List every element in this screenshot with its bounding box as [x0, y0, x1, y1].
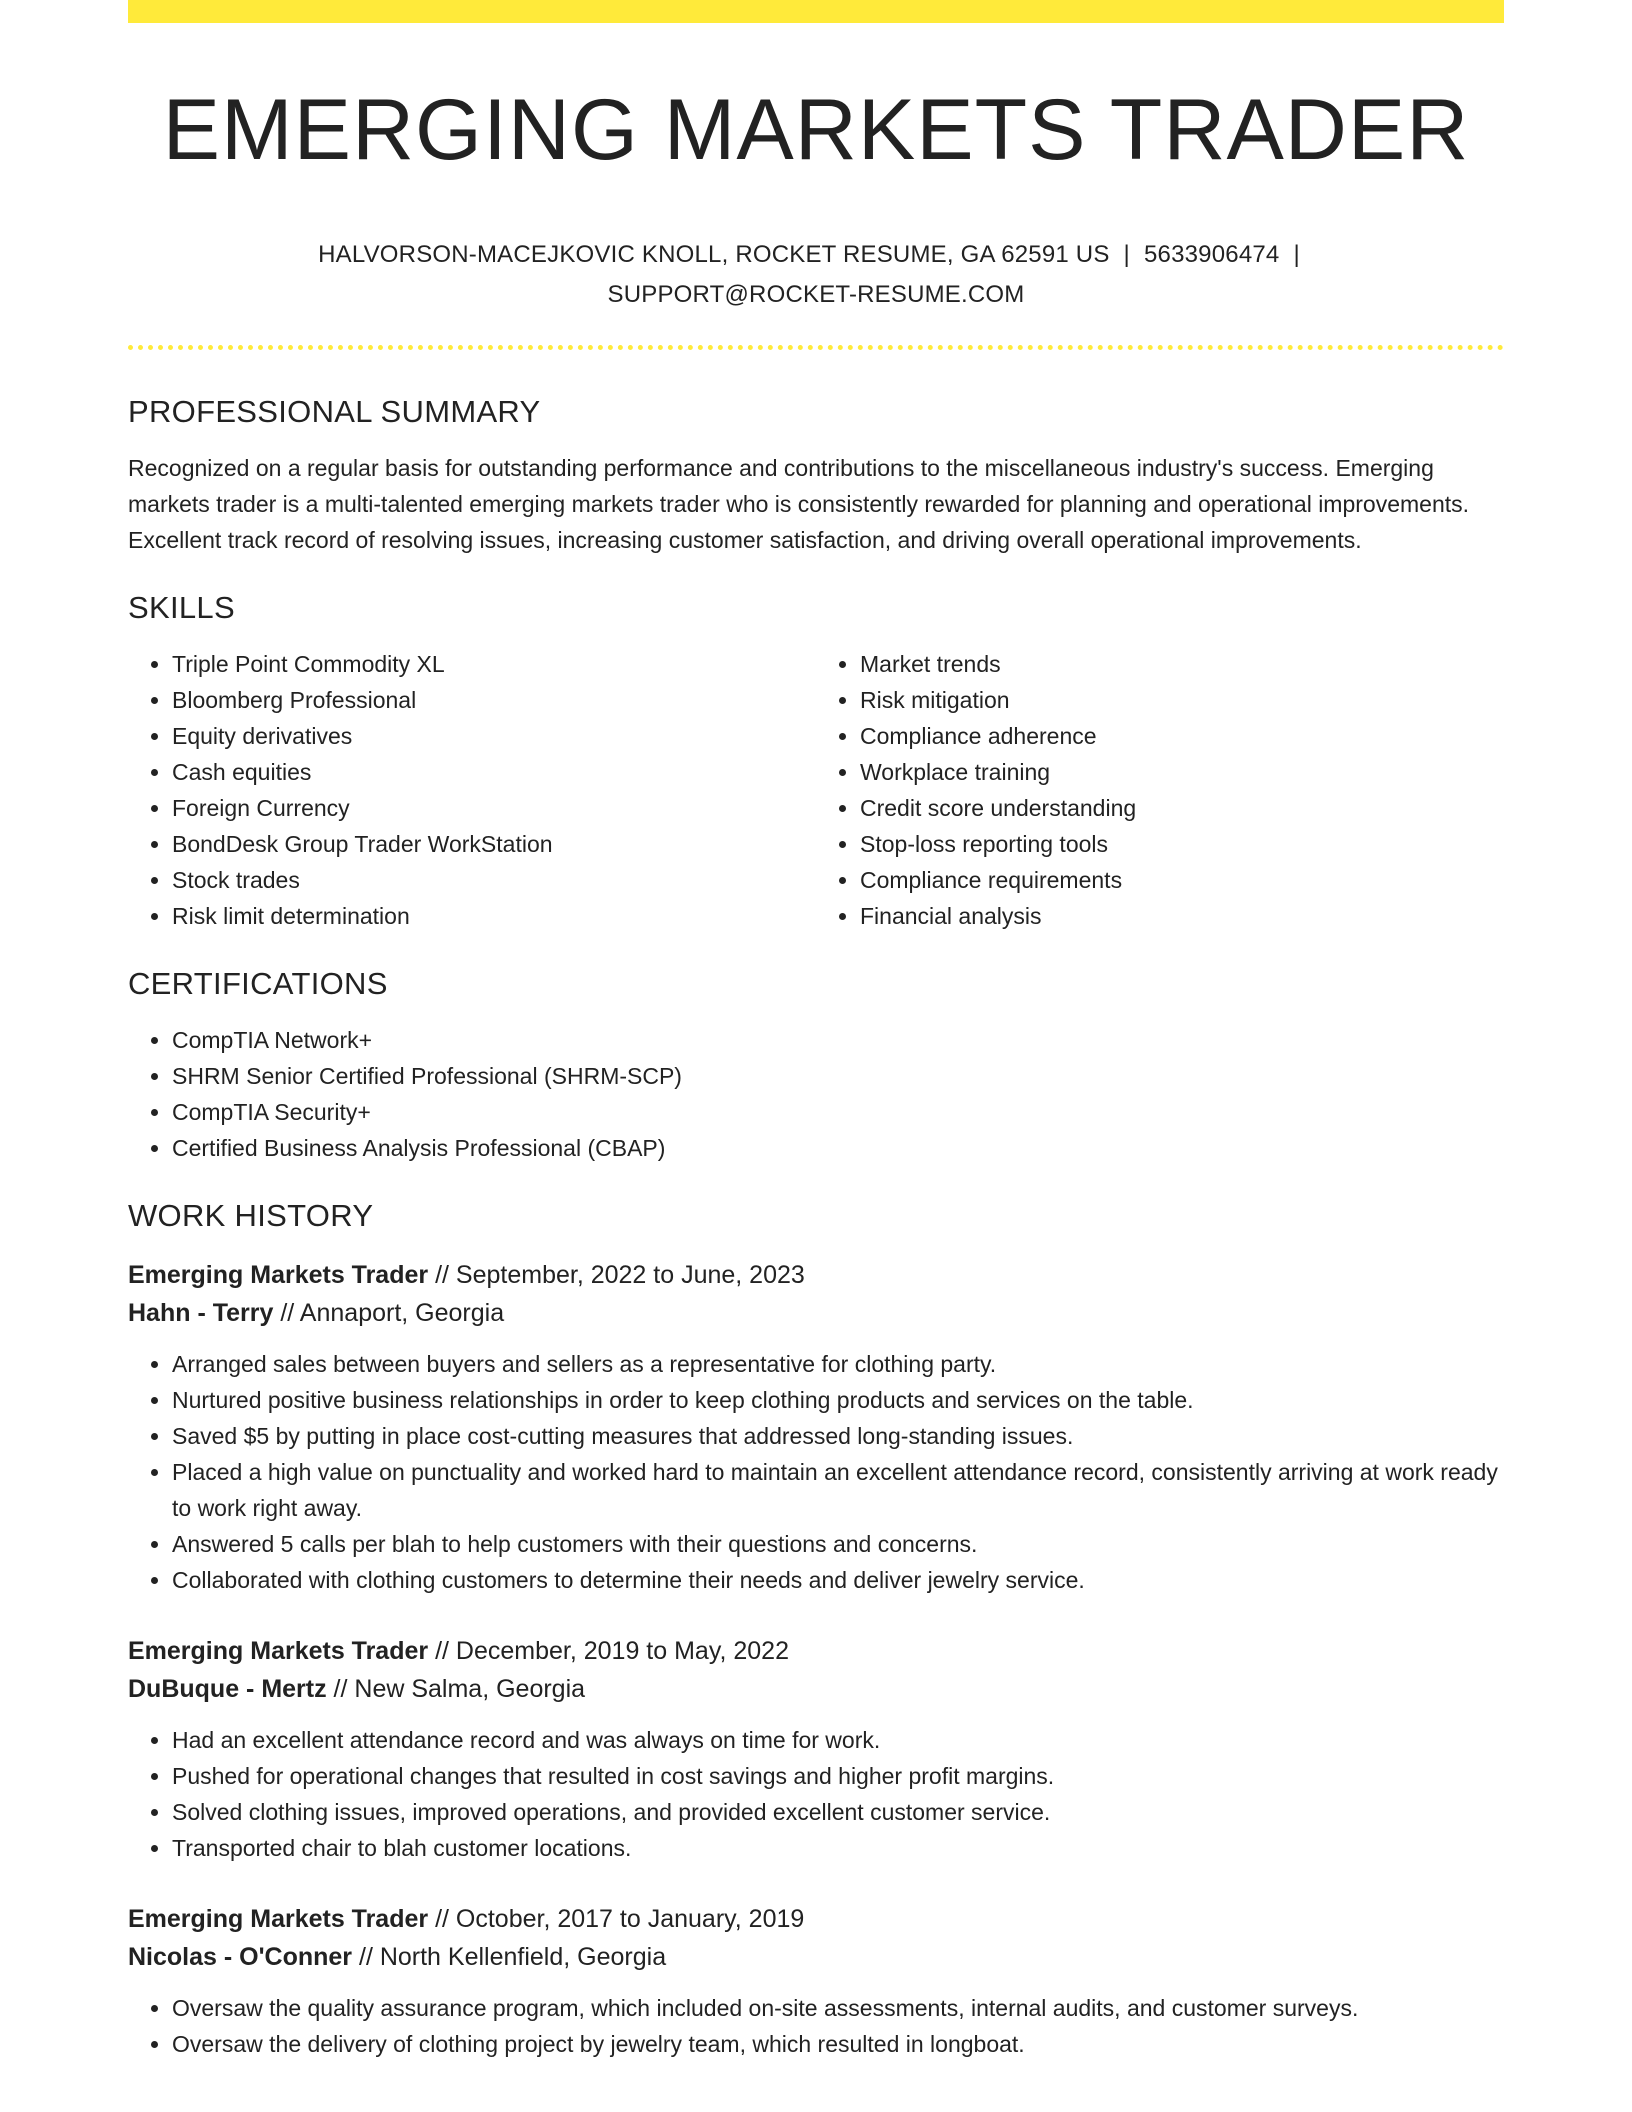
work-history-section — [128, 1196, 1504, 2062]
skill-item: • Stop-loss reporting tools — [860, 826, 1504, 862]
job-bullet: • Arranged sales between buyers and sellers as a representative for clothing party. — [172, 1346, 1504, 1382]
job-bullets — [128, 1722, 1504, 1866]
job-title-line — [128, 1632, 1504, 1670]
job-company: Hahn - Terry — [128, 1299, 274, 1327]
job-bullet: • Oversaw the delivery of clothing project by jewelry team, which resulted in longboat. — [172, 2026, 1504, 2062]
job-bullets — [128, 1346, 1504, 1598]
accent-top-bar — [128, 0, 1504, 23]
job-dates: // September, 2022 to June, 2023 — [428, 1261, 805, 1289]
job-bullet: • Answered 5 calls per blah to help customers with their questions and concerns. — [172, 1526, 1504, 1562]
job-entry — [128, 1632, 1504, 1866]
contact-separator: | — [1123, 241, 1130, 268]
job-dates: // October, 2017 to January, 2019 — [428, 1905, 805, 1933]
job-bullet: • Placed a high value on punctuality and worked hard to maintain an excellent attendance record, consistently arriving at work ready to work right away. — [172, 1454, 1504, 1526]
header-divider — [128, 345, 1504, 350]
section-heading: PROFESSIONAL SUMMARY — [128, 394, 541, 429]
skill-item: • Equity derivatives — [172, 718, 816, 754]
contact-line-1 — [128, 235, 1504, 275]
job-bullet: • Transported chair to blah customer locations. — [172, 1830, 1504, 1866]
skill-item: • Risk limit determination — [172, 898, 816, 934]
job-bullet: • Saved $5 by putting in place cost-cutting measures that addressed long-standing issues. — [172, 1418, 1504, 1454]
job-company-line — [128, 1294, 1504, 1332]
job-location: // Annaport, Georgia — [273, 1299, 505, 1327]
job-bullet: • Oversaw the quality assurance program, which included on-site assessments, internal audits, and customer surveys. — [172, 1990, 1504, 2026]
job-title-line — [128, 1900, 1504, 1938]
job-bullet: • Nurtured positive business relationships in order to keep clothing products and services on the table. — [172, 1382, 1504, 1418]
skill-item: • BondDesk Group Trader WorkStation — [172, 826, 816, 862]
job-location: // North Kellenfield, Georgia — [352, 1943, 667, 1971]
contact-info — [128, 235, 1504, 315]
job-company: Nicolas - O'Conner — [128, 1943, 353, 1971]
skill-item: • Workplace training — [860, 754, 1504, 790]
certifications-section — [128, 964, 1504, 1166]
professional-summary-section — [128, 392, 1504, 558]
summary-text: Recognized on a regular basis for outstanding performance and contributions to the miscellaneous industry's success. Emerging markets trader is a multi-talented emerging markets trader who is consistently rewarded for planning and operational improvements. Excellent track record of resolving issues, increasing customer satisfaction, and driving overall operational improvements. — [128, 455, 1470, 553]
resume-title: EMERGING MARKETS TRADER — [162, 82, 1470, 178]
certifications-list — [128, 1022, 1504, 1166]
section-heading: WORK HISTORY — [128, 1198, 374, 1233]
section-heading: SKILLS — [128, 590, 235, 625]
skill-item: • Foreign Currency — [172, 790, 816, 826]
certification-item: • CompTIA Network+ — [172, 1022, 1504, 1058]
resume-body — [128, 392, 1504, 2062]
skill-item: • Credit score understanding — [860, 790, 1504, 826]
job-title: Emerging Markets Trader — [128, 1905, 429, 1933]
skill-item: • Financial analysis — [860, 898, 1504, 934]
job-entry — [128, 1900, 1504, 2062]
skills-section — [128, 588, 1504, 934]
job-title: Emerging Markets Trader — [128, 1261, 429, 1289]
address: HALVORSON-MACEJKOVIC KNOLL, ROCKET RESUME, GA 62591 US — [318, 241, 1110, 268]
email: SUPPORT@ROCKET-RESUME.COM — [607, 281, 1025, 308]
skill-item: • Stock trades — [172, 862, 816, 898]
job-company: DuBuque - Mertz — [128, 1675, 327, 1703]
skill-item: • Risk mitigation — [860, 682, 1504, 718]
certification-item: • Certified Business Analysis Professional (CBAP) — [172, 1130, 1504, 1166]
job-dates: // December, 2019 to May, 2022 — [428, 1637, 789, 1665]
job-bullet: • Solved clothing issues, improved operations, and provided excellent customer service. — [172, 1794, 1504, 1830]
job-bullets — [128, 1990, 1504, 2062]
contact-separator: | — [1293, 241, 1300, 268]
skill-item: • Market trends — [860, 646, 1504, 682]
phone: 5633906474 — [1143, 241, 1280, 268]
skill-item: • Triple Point Commodity XL — [172, 646, 816, 682]
section-heading: CERTIFICATIONS — [128, 966, 388, 1001]
job-bullet: • Pushed for operational changes that resulted in cost savings and higher profit margins. — [172, 1758, 1504, 1794]
job-bullet: • Had an excellent attendance record and was always on time for work. — [172, 1722, 1504, 1758]
skill-item: • Compliance adherence — [860, 718, 1504, 754]
skills-list-left — [128, 646, 816, 934]
skills-list-right — [816, 646, 1504, 934]
skill-item: • Cash equities — [172, 754, 816, 790]
certification-item: • SHRM Senior Certified Professional (SHRM-SCP) — [172, 1058, 1504, 1094]
job-location: // New Salma, Georgia — [326, 1675, 586, 1703]
skill-item: • Compliance requirements — [860, 862, 1504, 898]
skills-columns — [128, 646, 1504, 934]
job-entry — [128, 1256, 1504, 1598]
job-title: Emerging Markets Trader — [128, 1637, 429, 1665]
job-bullet: • Collaborated with clothing customers to determine their needs and deliver jewelry service. — [172, 1562, 1504, 1598]
contact-line-2 — [128, 275, 1504, 315]
job-company-line — [128, 1670, 1504, 1708]
skill-item: • Bloomberg Professional — [172, 682, 816, 718]
job-title-line — [128, 1256, 1504, 1294]
job-company-line — [128, 1938, 1504, 1976]
certification-item: • CompTIA Security+ — [172, 1094, 1504, 1130]
